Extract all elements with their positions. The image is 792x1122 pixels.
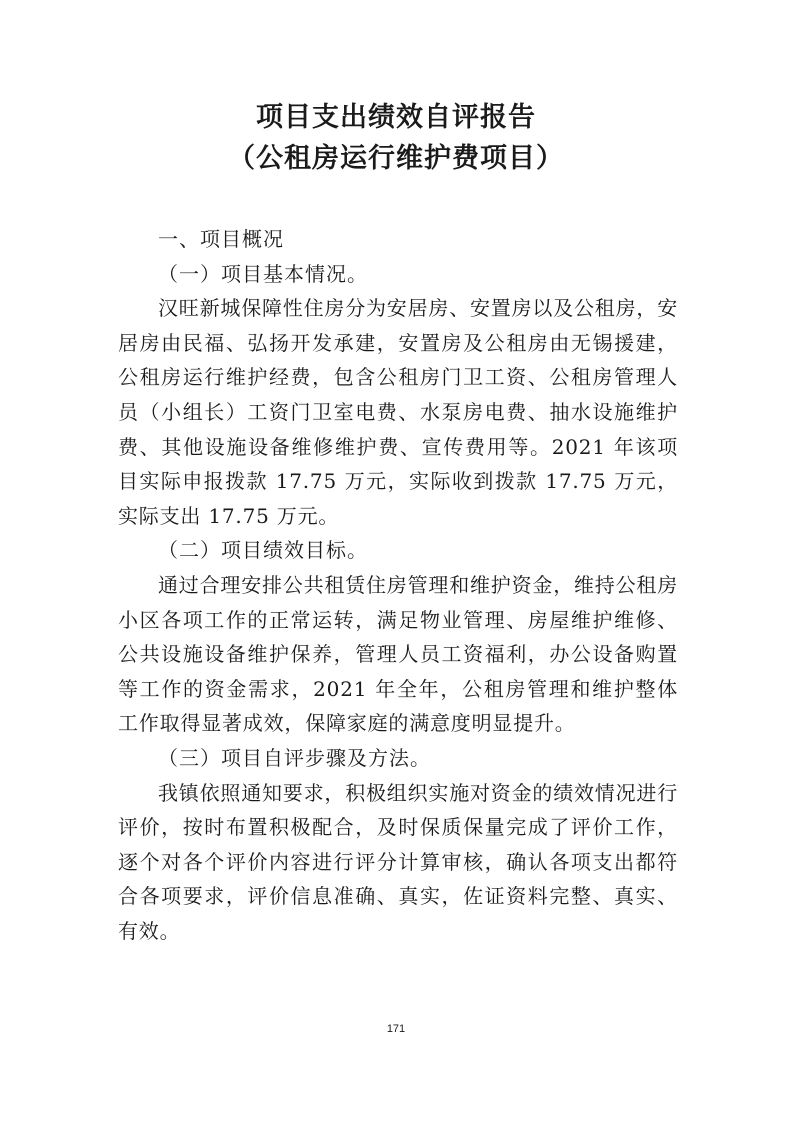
- document-subtitle: （公租房运行维护费项目）: [228, 143, 564, 174]
- section-heading-project-overview: 一、项目概况: [158, 227, 284, 251]
- paragraph-evaluation-method: 我镇依照通知要求，积极组织实施对资金的绩效情况进行评价，按时布置积极配合，及时保质保量完成了评价工作，逐个对各个评价内容进行评分计算审核，确认各项支出都符合各项要求，评价信息准确、真实，佐证资料完整、真实、有效。: [118, 780, 678, 943]
- page-number: 171: [386, 1023, 406, 1035]
- paragraph-performance-goals: 通过合理安排公共租赁住房管理和维护资金，维持公租房小区各项工作的正常运转，满足物业管理、房屋维护维修、公共设施设备维护保养，管理人员工资福利，办公设备购置等工作的资金需求，2021 年全年，公租房管理和维护整体工作取得显著成效，保障家庭的满意度明显提升。: [118, 572, 678, 736]
- subsection-heading-performance-goals: （二）项目绩效目标。: [158, 538, 368, 563]
- subsection-heading-basic-info: （一）项目基本情况。: [158, 261, 368, 286]
- subsection-heading-evaluation-method: （三）项目自评步骤及方法。: [158, 745, 431, 770]
- document-body: [118, 222, 678, 948]
- document-title: 项目支出绩效自评报告: [256, 102, 536, 133]
- paragraph-basic-info: 汉旺新城保障性住房分为安居房、安置房以及公租房，安居房由民福、弘扬开发承建，安置房及公租房由无锡援建，公租房运行维护经费，包含公租房门卫工资、公租房管理人员（小组长）工资门卫室电费、水泵房电费、抽水设施维护费、其他设施设备维修维护费、宣传费用等。2021 年该项目实际申报拨款 17.75 万元，实际收到拨款 17.75 万元，实际支出 17.75 万元。: [118, 296, 678, 528]
